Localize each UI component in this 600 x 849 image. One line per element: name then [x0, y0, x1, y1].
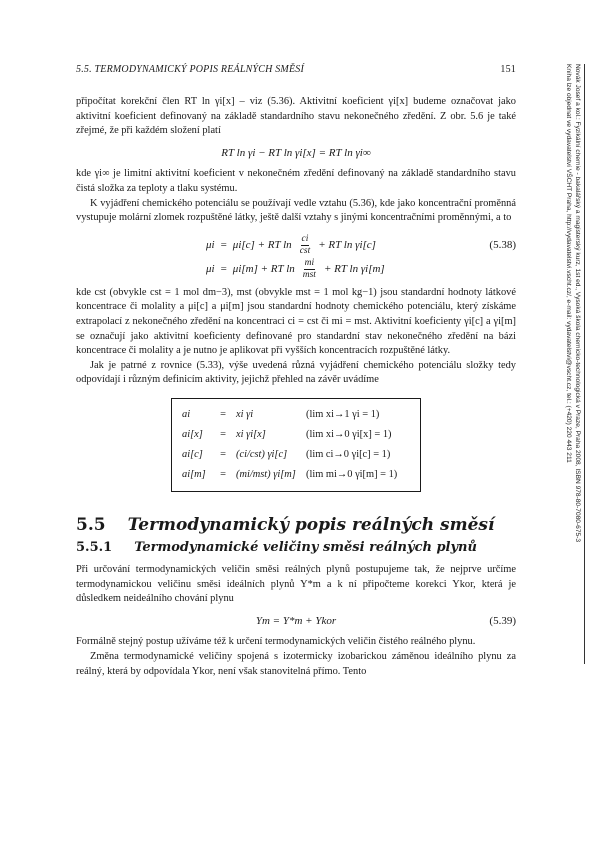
paragraph-3: K vyjádření chemického potenciálu se používají vedle vztahu (5.36), kde jako koncentrační proměnná vystupuje molární zlomek rozpuštěné látky, ještě další vztahy s jinými koncentračními proměnnými, a to	[76, 197, 516, 224]
eq-lhs: μi	[206, 262, 215, 275]
eq-rhs-b: + RT ln γi[c]	[318, 238, 376, 251]
side-citation-note	[562, 64, 592, 664]
paragraph-4: kde cst (obvykle cst = 1 mol dm−3), mst (obvykle mst = 1 mol kg−1) jsou standardní hodnoty látkové koncentrace či molality a μi[c] a μi[m] jsou standardní hodnoty chemického potenciálu, který získáme extrapolací z nekonečného zředění na koncentraci ci = cst či mi = mst. Aktivitní koeficienty γi[c] a γi[m] se označují jako aktivitní koeficienty definované pro standardní stav nekonečného zředění na bázi koncentrace či molality a je nutno je aplikovat při vyšších koncentracích rozpuštěné látky.	[76, 286, 516, 357]
definition-condition: (lim xi→0 γi[x] = 1)	[306, 428, 392, 440]
subsection-number: 5.5.1	[76, 539, 113, 555]
eq-fraction	[300, 234, 311, 257]
equation-number: (5.38)	[489, 238, 516, 251]
paragraph-7: Formálně stejný postup užíváme též k určení termodynamických veličin čistého reálného plynu.	[76, 636, 476, 648]
equation-5-39-text: Ym = Y*m + Ykor	[255, 614, 337, 627]
definition-condition: (lim mi→0 γi[m] = 1)	[306, 468, 398, 480]
equation-number: (5.39)	[489, 614, 516, 627]
eq-equals: =	[220, 262, 227, 275]
equation-activity-relation	[76, 146, 516, 161]
definition-expression: (ci/cst) γi[c]	[236, 448, 288, 460]
side-citation-line-1: Novák Josef a kol.: Fyzikální chemie - bakalářský a magisterský kurz, 1st ed., Vysoká škola chemicko-technologická v Praze, Praha 2008, ISBN 978-80-7080-675-3	[574, 64, 581, 543]
fraction-bottom: mst	[302, 269, 316, 280]
activity-definitions-box	[171, 398, 421, 492]
definition-equals: =	[220, 448, 226, 460]
eq-rhs-b: + RT ln γi[m]	[323, 262, 385, 275]
subsection-heading-5-5-1	[76, 541, 516, 556]
definition-condition: (lim xi→1 γi = 1)	[306, 408, 380, 420]
equation-5-38	[76, 234, 516, 278]
subsection-title: Termodynamické veličiny směsi reálných plynů	[134, 539, 477, 555]
equation-5-38-row-2	[206, 258, 385, 281]
eq-rhs-a: μi[m] + RT ln	[232, 262, 295, 275]
definition-expression: (mi/mst) γi[m]	[236, 468, 296, 480]
paragraph-5: Jak je patrné z rovnice (5.33), výše uvedená různá vyjádření chemického potenciálu složky tedy odpovídají i různým definicím aktivity, jejichž přehled na závěr uvádíme	[76, 359, 516, 386]
paragraph-2: kde γi∞ je limitní aktivitní koeficient v nekonečném zředění definovaný na základě standardního stavu čistá složka za teploty a tlaku systému.	[76, 168, 516, 194]
equation-5-38-row-1	[206, 234, 376, 257]
fraction-top: mi	[304, 257, 315, 268]
definition-expression: xi γi	[236, 408, 254, 420]
page-number: 151	[500, 64, 516, 75]
definition-symbol: ai[m]	[182, 468, 206, 480]
eq-lhs: μi	[206, 238, 215, 251]
definition-row	[182, 425, 410, 445]
running-head	[76, 64, 516, 75]
paragraph-1: připočítat korekční člen RT ln γi[x] – viz (5.36). Aktivitní koeficient γi[x] budeme označovat jako aktivitní koeficient definovaný na základě standardního stavu nekonečného zředění. Z obr. 5.6 je také zřejmé, že při každém složení platí	[76, 96, 516, 137]
fraction-bottom: cst	[299, 245, 311, 256]
paragraph-6: Při určování termodynamických veličin směsi reálných plynů postupujeme tak, že nejprve určíme termodynamickou veličinu směsi ideálních plynů Y*m a k ní připočteme korekci Ykor, která je důsledkem neideálního chování plynu	[76, 564, 516, 605]
definition-row	[182, 405, 410, 425]
definition-symbol: ai[x]	[182, 428, 203, 440]
equation-activity-relation-text: RT ln γi − RT ln γi[x] = RT ln γi∞	[221, 146, 371, 159]
definition-row	[182, 465, 410, 485]
eq-equals: =	[220, 238, 227, 251]
definition-symbol: ai	[182, 408, 191, 420]
definition-equals: =	[220, 408, 226, 420]
definition-expression: xi γi[x]	[236, 428, 266, 440]
section-title: Termodynamický popis reálných směsí	[127, 514, 495, 535]
page-body	[76, 95, 516, 679]
definition-symbol: ai[c]	[182, 448, 203, 460]
definition-row	[182, 445, 410, 465]
side-citation-text	[562, 64, 582, 604]
eq-fraction	[303, 258, 316, 281]
fraction-top: ci	[301, 233, 309, 244]
running-head-title: 5.5. TERMODYNAMICKÝ POPIS REÁLNÝCH SMĚSÍ	[76, 64, 304, 75]
side-citation-line-2: Kniha lze objednat ve vydavatelství VŠCHT Praha, http://vydavatelstvi.vscht.cz/, e-mail: vydavatelstvi@vscht.cz, tel.: (+420) 220 443 211	[565, 64, 572, 463]
section-heading-5-5	[76, 514, 516, 535]
definition-equals: =	[220, 428, 226, 440]
paragraph-8: Změna termodynamické veličiny spojená s izotermicky izobarickou záměnou ideálního plynu za reálný, která by odpovídala Ykor, není však stanovitelná přímo. Tento	[76, 651, 516, 677]
eq-rhs-a: μi[c] + RT ln	[232, 238, 292, 251]
equation-5-39	[76, 614, 516, 629]
side-rule	[584, 64, 585, 664]
definition-equals: =	[220, 468, 226, 480]
definition-condition: (lim ci→0 γi[c] = 1)	[306, 448, 391, 460]
section-number: 5.5	[76, 514, 106, 535]
